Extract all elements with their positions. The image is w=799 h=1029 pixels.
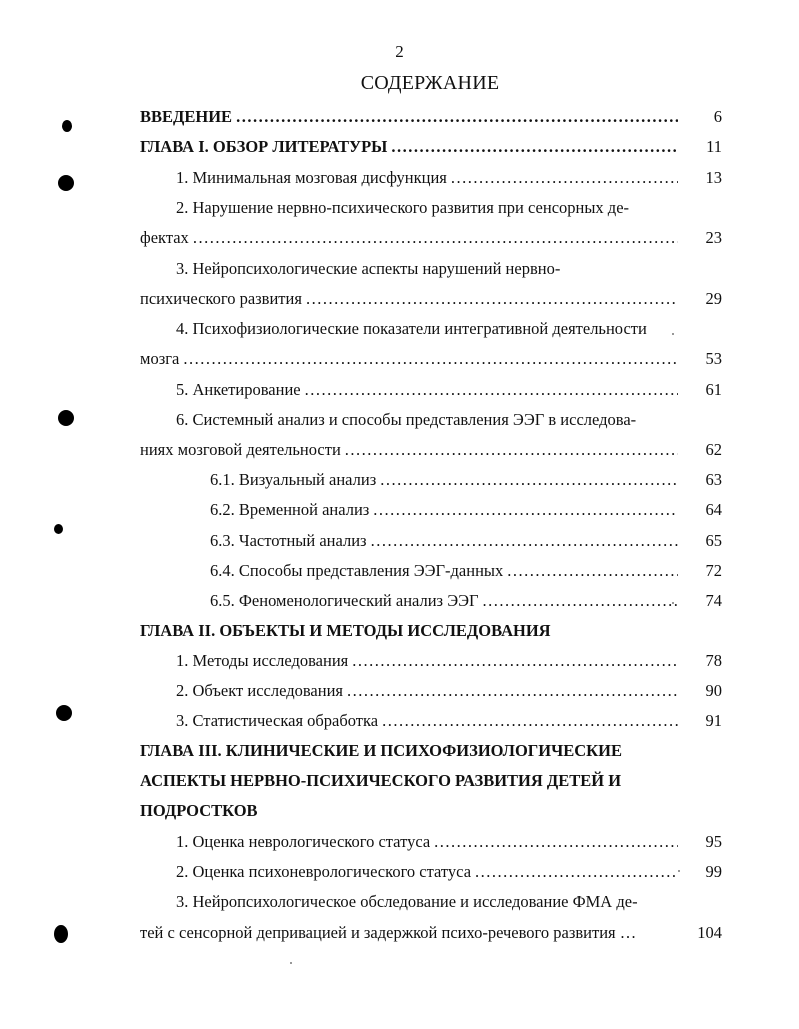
toc-leader-dots bbox=[193, 225, 678, 251]
punch-hole bbox=[54, 524, 63, 534]
toc-leader-dots bbox=[183, 346, 678, 372]
toc-leader-dots bbox=[306, 286, 678, 312]
toc-entry bbox=[140, 558, 722, 584]
toc-entry-title: 2. Нарушение нервно-психического развития при сенсорных де- bbox=[176, 198, 630, 217]
toc-leader-dots bbox=[380, 467, 678, 493]
punch-hole bbox=[58, 410, 74, 426]
toc-chapter-heading: ГЛАВА III. КЛИНИЧЕСКИЕ И ПСИХОФИЗИОЛОГИЧЕСКИЕ bbox=[140, 741, 622, 760]
punch-hole bbox=[62, 120, 72, 132]
toc-page-number: 65 bbox=[705, 531, 722, 550]
toc-leader-dots bbox=[373, 497, 678, 523]
toc-page-number: 6 bbox=[713, 107, 722, 126]
toc-entry-title: 6.5. Феноменологический анализ ЭЭГ bbox=[210, 591, 479, 610]
toc-entry-title: мозга bbox=[140, 349, 180, 368]
toc-leader-dots bbox=[507, 558, 678, 584]
punch-hole bbox=[58, 175, 74, 191]
toc-page-number: 63 bbox=[705, 470, 722, 489]
toc-entry bbox=[140, 437, 722, 463]
toc-entry-title: 1. Методы исследования bbox=[176, 651, 349, 670]
toc-page-number: 62 bbox=[705, 440, 722, 459]
toc-entry bbox=[140, 678, 722, 704]
toc-leader-dots bbox=[345, 437, 678, 463]
toc-page-number: 53 bbox=[705, 349, 722, 368]
toc-entry-title: психического развития bbox=[140, 289, 302, 308]
toc-page-number: 74 bbox=[705, 591, 722, 610]
toc-entry-title: тей с сенсорной депривацией и задержкой психо-речевого развития … bbox=[140, 923, 637, 942]
page-title: СОДЕРЖАНИЕ bbox=[360, 72, 500, 94]
toc-entry bbox=[140, 467, 722, 493]
toc-leader-dots bbox=[475, 859, 678, 885]
toc-chapter-heading: ГЛАВА II. ОБЪЕКТЫ И МЕТОДЫ ИССЛЕДОВАНИЯ bbox=[140, 621, 551, 640]
punch-hole bbox=[54, 925, 68, 943]
toc-entry bbox=[140, 497, 722, 523]
toc-entry-title: ниях мозговой деятельности bbox=[140, 440, 341, 459]
toc-leader-dots bbox=[236, 104, 678, 130]
toc-page-number: 99 bbox=[705, 862, 722, 881]
toc-entry bbox=[140, 829, 722, 855]
toc-entry-title: фектах bbox=[140, 228, 189, 247]
toc-entry bbox=[140, 859, 722, 885]
scan-speck bbox=[290, 962, 292, 964]
toc-entry-title: 6.1. Визуальный анализ bbox=[210, 470, 377, 489]
toc-page-number: 13 bbox=[705, 168, 722, 187]
toc-entry-title: 3. Нейропсихологическое обследование и исследование ФМА де- bbox=[176, 892, 638, 911]
toc-entry bbox=[140, 648, 722, 674]
toc-leader-dots bbox=[352, 648, 678, 674]
toc-entry-title: 3. Нейропсихологические аспекты нарушений нервно- bbox=[176, 259, 561, 278]
toc-entry-title: 2. Оценка психоневрологического статуса bbox=[176, 862, 472, 881]
toc-leader-dots bbox=[451, 165, 678, 191]
toc-entry-title: 4. Психофизиологические показатели интегративной деятельности bbox=[176, 319, 647, 338]
toc-entry-title: ГЛАВА I. ОБЗОР ЛИТЕРАТУРЫ bbox=[140, 137, 388, 156]
toc-page-number: 11 bbox=[706, 137, 722, 156]
toc-page-number: 23 bbox=[705, 228, 722, 247]
toc-page-number: 90 bbox=[705, 681, 722, 700]
toc-entry-title: ВВЕДЕНИЕ bbox=[140, 107, 233, 126]
toc-entry bbox=[140, 920, 722, 946]
toc-entry bbox=[140, 377, 722, 403]
toc-entry bbox=[140, 346, 722, 372]
toc-entry bbox=[140, 528, 722, 554]
toc-page-number: 29 bbox=[705, 289, 722, 308]
toc-entry-title: 6.3. Частотный анализ bbox=[210, 531, 367, 550]
toc-entry-title: 1. Минимальная мозговая дисфункция bbox=[176, 168, 447, 187]
punch-hole bbox=[56, 705, 72, 721]
toc-entry-title: 1. Оценка неврологического статуса bbox=[176, 832, 431, 851]
toc-entry bbox=[140, 225, 722, 251]
toc-page-number: 104 bbox=[697, 923, 722, 942]
toc-entry-title: 6. Системный анализ и способы представления ЭЭГ в исследова- bbox=[176, 410, 637, 429]
page-number: 2 bbox=[395, 42, 404, 61]
toc-entry bbox=[140, 588, 722, 614]
toc-page-number: 95 bbox=[705, 832, 722, 851]
toc-entry bbox=[140, 165, 722, 191]
toc-entry bbox=[140, 104, 722, 130]
toc-page-number: 72 bbox=[705, 561, 722, 580]
toc-page-number: 91 bbox=[705, 711, 722, 730]
toc-entry-title: 2. Объект исследования bbox=[176, 681, 343, 700]
toc-entry bbox=[140, 286, 722, 312]
toc-page-number: 64 bbox=[705, 500, 722, 519]
toc-leader-dots bbox=[434, 829, 678, 855]
toc-leader-dots bbox=[382, 708, 678, 734]
toc-leader-dots bbox=[483, 588, 678, 614]
toc-chapter-heading: ПОДРОСТКОВ bbox=[140, 801, 258, 820]
toc-chapter-heading: АСПЕКТЫ НЕРВНО-ПСИХИЧЕСКОГО РАЗВИТИЯ ДЕТЕЙ И bbox=[140, 771, 622, 790]
toc-page-number: 61 bbox=[705, 380, 722, 399]
toc-entry bbox=[140, 708, 722, 734]
toc-leader-dots bbox=[371, 528, 678, 554]
toc-leader-dots bbox=[347, 678, 678, 704]
toc-entry bbox=[140, 134, 722, 160]
toc-entry-title: 3. Статистическая обработка bbox=[176, 711, 379, 730]
toc-entry-title: 5. Анкетирование bbox=[176, 380, 301, 399]
toc-entry-title: 6.2. Временной анализ bbox=[210, 500, 370, 519]
toc-leader-dots bbox=[391, 134, 678, 160]
toc-page-number: 78 bbox=[705, 651, 722, 670]
toc-entry-title: 6.4. Способы представления ЭЭГ-данных bbox=[210, 561, 504, 580]
toc-leader-dots bbox=[305, 377, 678, 403]
